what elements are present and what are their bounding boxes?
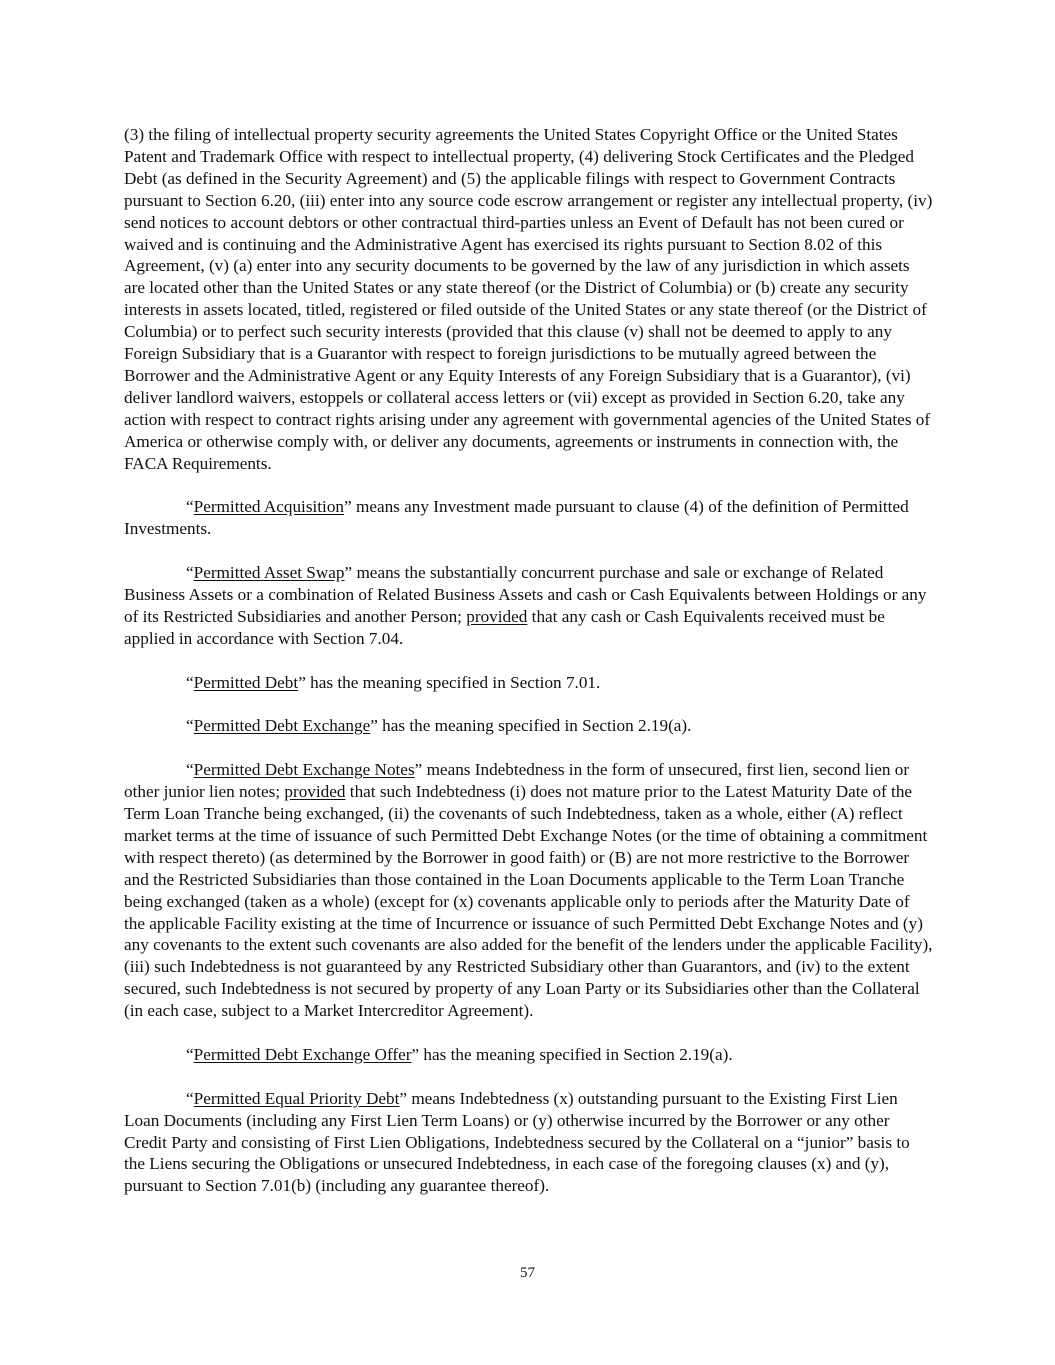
open-quote: “ — [186, 1044, 194, 1064]
open-quote: “ — [186, 497, 194, 517]
definition-permitted-debt — [124, 672, 934, 694]
open-quote: “ — [186, 1088, 194, 1108]
definition-text-continued: that such Indebtedness (i) does not mature prior to the Latest Maturity Date of the Term Loan Tranche being exchanged, (ii) the covenants of such Indebtedness, taken as a whole, either (A) reflect market terms at the time of issuance of such Permitted Debt Exchange Notes (or the time of obtaining a commitment with respect thereto) (as determined by the Borrower in good faith) or (B) are not more restrictive to the Borrower and the Restricted Subsidiaries than those contained in the Loan Documents applicable to the Term Loan Tranche being exchanged (taken as a whole) (except for (x) covenants applicable only to periods after the Maturity Date of the applicable Facility existing at the time of Incurrence or issuance of such Permitted Debt Exchange Notes and (y) any covenants to the extent such covenants are also added for the benefit of the lenders under the applicable Facility), (iii) such Indebtedness is not guaranteed by any Restricted Subsidiary other than Guarantors, and (iv) to the extent secured, such Indebtedness is not secured by property of any Loan Party or its Subsidiaries other than the Collateral (in each case, subject to a Market Intercreditor Agreement). — [124, 782, 933, 1021]
defined-term: Permitted Debt Exchange — [193, 716, 371, 736]
open-quote: “ — [186, 760, 194, 780]
continuation-paragraph: (3) the filing of intellectual property security agreements the United States Copyright Office or the United States Patent and Trademark Office with respect to intellectual property, (4) delivering Stock Certificates and the Pledged Debt (as defined in the Security Agreement) and (5) the applicable filings with respect to Government Contracts pursuant to Section 6.20, (iii) enter into any source code escrow arrangement or register any intellectual property, (iv) send notices to account debtors or other contractual third-parties unless an Event of Default has not been cured or waived and is continuing and the Administrative Agent has exercised its rights pursuant to Section 8.02 of this Agreement, (v) (a) enter into any security documents to be governed by the law of any jurisdiction in which assets are located other than the United States or any state thereof (or the District of Columbia) or (b) create any security interests in assets located, titled, registered or filed outside of the United States or any state thereof (or the District of Columbia) or to perfect such security interests (provided that this clause (v) shall not be deemed to apply to any Foreign Subsidiary that is a Guarantor with respect to foreign jurisdictions to be mutually agreed between the Borrower and the Administrative Agent or any Equity Interests of any Foreign Subsidiary that is a Guarantor), (vi) deliver landlord waivers, estoppels or collateral access letters or (vii) except as provided in Section 6.20, take any action with respect to contract rights arising under any agreement with governmental agencies of the United States of America or otherwise comply with, or deliver any documents, agreements or instruments in connection with, the FACA Requirements. — [124, 125, 933, 473]
defined-term: Permitted Debt Exchange Offer — [193, 1044, 412, 1064]
definition-text: ” means any Investment made pursuant to clause (4) of the definition of Permitted Investments. — [124, 497, 909, 539]
provided-term: provided — [466, 606, 528, 626]
provided-term: provided — [284, 782, 346, 802]
definition-text: ” means Indebtedness (x) outstanding pursuant to the Existing First Lien Loan Documents (including any First Lien Term Loans) or (y) otherwise incurred by the Borrower or any other Credit Party and consisting of First Lien Obligations, Indebtedness secured by the Collateral on a “junior” basis to the Liens securing the Obligations or unsecured Indebtedness, in each case of the foregoing clauses (x) and (y), pursuant to Section 7.01(b) (including any guarantee thereof). — [124, 1088, 910, 1196]
definition-text: ” means Indebtedness in the form of unsecured, first lien, second lien or other junior lien notes; — [124, 760, 910, 802]
document-page — [124, 124, 934, 1219]
definition-text: ” has the meaning specified in Section 2.19(a). — [370, 716, 692, 736]
defined-term: Permitted Debt Exchange Notes — [193, 760, 415, 780]
open-quote: “ — [186, 563, 194, 583]
definition-permitted-debt-exchange-notes — [124, 759, 934, 1022]
definition-text-continued: that any cash or Cash Equivalents received must be applied in accordance with Section 7.04. — [124, 606, 885, 648]
defined-term: Permitted Acquisition — [193, 497, 345, 517]
open-quote: “ — [186, 716, 194, 736]
open-quote: “ — [186, 672, 194, 692]
defined-term: Permitted Debt — [193, 672, 299, 692]
definition-permitted-debt-exchange — [124, 715, 934, 737]
defined-term: Permitted Asset Swap — [193, 563, 345, 583]
definition-text: ” means the substantially concurrent purchase and sale or exchange of Related Business Assets or a combination of Related Business Assets and cash or Cash Equivalents between Holdings or any of its Restricted Subsidiaries and another Person; — [124, 563, 927, 626]
defined-term: Permitted Equal Priority Debt — [193, 1088, 400, 1108]
definition-text: ” has the meaning specified in Section 2.19(a). — [411, 1044, 733, 1064]
definition-permitted-asset-swap — [124, 562, 934, 650]
definition-permitted-acquisition — [124, 496, 934, 540]
page-number: 57 — [520, 1265, 535, 1281]
definition-text: ” has the meaning specified in Section 7.01. — [298, 672, 601, 692]
definition-permitted-debt-exchange-offer — [124, 1044, 934, 1066]
definition-permitted-equal-priority-debt — [124, 1088, 934, 1198]
